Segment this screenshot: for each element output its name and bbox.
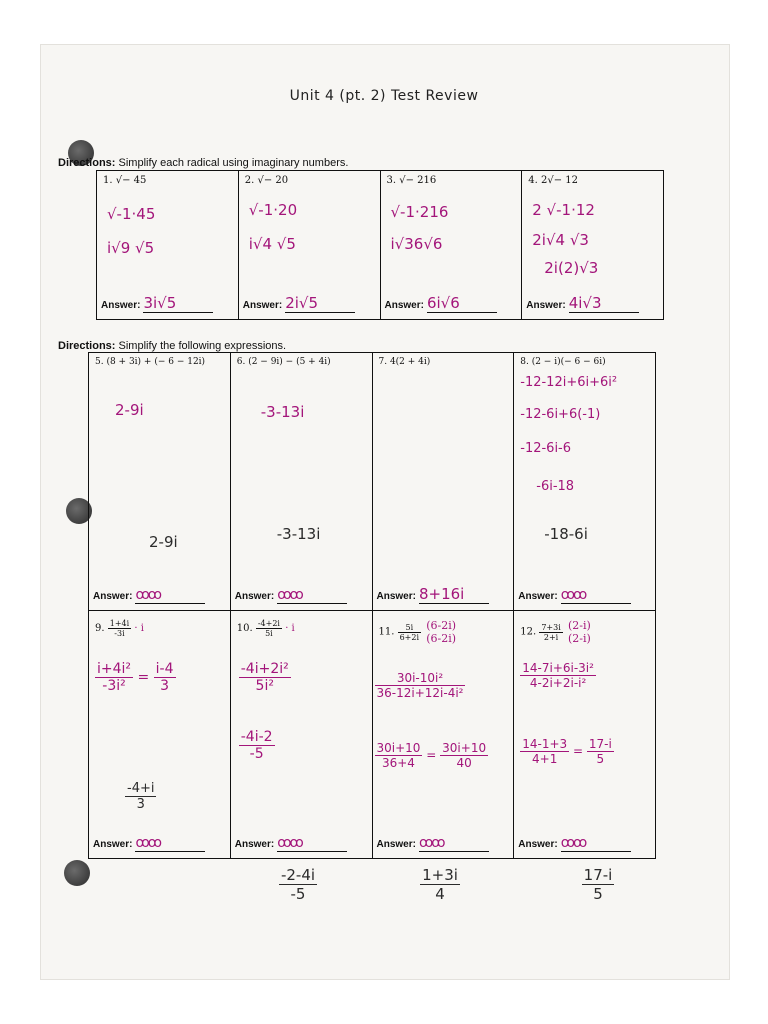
answer-scribble: ꝏꝏ bbox=[135, 833, 205, 852]
work-line: -6i-18 bbox=[536, 479, 575, 494]
work-line: √-1·45 bbox=[107, 205, 156, 223]
problem-label: 2. √− 20 bbox=[244, 175, 289, 186]
problem-label: 6. (2 − 9i) − (5 + 4i) bbox=[236, 357, 331, 367]
answer-scribble: ꝏꝏ bbox=[561, 585, 631, 604]
answer-field: Answer: ꝏꝏ bbox=[518, 833, 630, 852]
answer-field: Answer: ꝏꝏ bbox=[518, 585, 630, 604]
work-line: 2i√4 √3 bbox=[532, 231, 589, 249]
answer-field: Answer: 2i√5 bbox=[243, 294, 355, 313]
work-fraction: $\frac{-4i-2}{-5}$ bbox=[240, 729, 273, 762]
answer-field: Answer: ꝏꝏ bbox=[93, 833, 205, 852]
answer-scribble: ꝏꝏ bbox=[277, 833, 347, 852]
binder-hole-bottom bbox=[64, 860, 90, 886]
problem-label: 12. $\frac{7+3i}{2+i}$ (2-i) (2-i) bbox=[520, 619, 591, 645]
directions-text: Simplify each radical using imaginary numbers. bbox=[118, 157, 349, 169]
pencil-answer: -18-6i bbox=[544, 525, 588, 543]
problem-label: 1. √− 45 bbox=[103, 175, 147, 186]
work-fraction: $\frac{\text{-4i+2i²}}{\text{5i²}}$ bbox=[240, 661, 289, 694]
problem-label: 8. (2 − i)(− 6 − 6i) bbox=[520, 357, 606, 367]
answer-field: Answer: 4i√3 bbox=[526, 294, 638, 313]
pencil-answer: $\frac{-4+i}{3}$ bbox=[127, 781, 155, 812]
answer-scribble: ꝏꝏ bbox=[277, 585, 347, 604]
work-fraction: $\frac{14-1+3}{4+1}$ = $\frac{17-i}{5}$ bbox=[522, 737, 612, 766]
work-line: -12-6i+6(-1) bbox=[520, 407, 601, 422]
pencil-final-12: $\frac{17-i}{5}$ bbox=[583, 866, 613, 903]
directions-section-2 bbox=[58, 340, 286, 352]
problem-label: 5. (8 + 3i) + (− 6 − 12i) bbox=[95, 357, 206, 367]
problem-label: 7. 4(2 + 4i) bbox=[378, 357, 431, 367]
problem-label: 4. 2√− 12 bbox=[528, 175, 578, 186]
answer-value: 2i√5 bbox=[285, 294, 355, 313]
work-line: 2 √-1·12 bbox=[532, 201, 595, 219]
answer-field: Answer: ꝏꝏ bbox=[93, 585, 205, 604]
answer-field: Answer: 6i√6 bbox=[385, 294, 497, 313]
answer-field: Answer: 3i√5 bbox=[101, 294, 213, 313]
radical-problems-table bbox=[96, 170, 664, 320]
problem-cell-6 bbox=[230, 353, 372, 611]
answer-scribble: ꝏꝏ bbox=[561, 833, 631, 852]
pencil-final-10: $\frac{-2-4i}{-5}$ bbox=[280, 866, 316, 903]
problem-cell-2 bbox=[238, 171, 380, 320]
answer-field: Answer: ꝏꝏ bbox=[377, 833, 489, 852]
problem-cell-7 bbox=[372, 353, 514, 611]
problem-cell-11 bbox=[372, 611, 514, 859]
work-line: 2i(2)√3 bbox=[544, 259, 599, 277]
work-line: -3-13i bbox=[260, 403, 305, 421]
problem-label: 9. $\frac{1+4i}{-3i}$ · i bbox=[95, 619, 144, 638]
work-fraction: $\frac{\text{30i-10i²}}{\text{36-12i+12i-4i²}}$ bbox=[376, 671, 464, 700]
answer-field: Answer: ꝏꝏ bbox=[235, 585, 347, 604]
directions-section-1 bbox=[58, 157, 348, 169]
page-title: Unit 4 (pt. 2) Test Review bbox=[289, 88, 479, 104]
work-line: i√4 √5 bbox=[248, 235, 296, 253]
answer-field: Answer: 8+16i bbox=[377, 585, 489, 604]
expression-problems-table bbox=[88, 352, 656, 859]
directions-text: Simplify the following expressions. bbox=[118, 340, 287, 352]
work-line: i√9 √5 bbox=[107, 239, 155, 257]
work-line: -12-12i+6i+6i² bbox=[520, 375, 618, 390]
problem-cell-9 bbox=[89, 611, 231, 859]
problem-cell-5 bbox=[89, 353, 231, 611]
problem-cell-8 bbox=[514, 353, 656, 611]
answer-value: 8+16i bbox=[419, 585, 489, 604]
answer-value: 4i√3 bbox=[569, 294, 639, 313]
problem-label: 10. $\frac{-4+2i}{5i}$ · i bbox=[236, 619, 295, 638]
pencil-final-11: $\frac{1+3i}{4}$ bbox=[422, 866, 458, 903]
problem-cell-3 bbox=[380, 171, 522, 320]
directions-label: Directions: bbox=[58, 157, 116, 169]
answer-value: 3i√5 bbox=[143, 294, 213, 313]
work-fraction: $\frac{30i+10}{36+4}$ = $\frac{30i+10}{40}$ bbox=[376, 741, 487, 770]
problem-label: 3. √− 216 bbox=[386, 175, 437, 186]
work-line: 2-9i bbox=[115, 401, 144, 419]
work-fraction: $\frac{\text{i+4i²}}{\text{-3i²}}$ = $\frac{i-4}{3}$ bbox=[97, 661, 174, 694]
answer-scribble: ꝏꝏ bbox=[419, 833, 489, 852]
answer-scribble: ꝏꝏ bbox=[135, 585, 205, 604]
work-line: √-1·216 bbox=[390, 203, 449, 221]
problem-label: 11. $\frac{5i}{6+2i}$ (6-2i) (6-2i) bbox=[378, 619, 457, 645]
directions-label: Directions: bbox=[58, 340, 116, 352]
problem-cell-12 bbox=[514, 611, 656, 859]
work-fraction: $\frac{\text{14-7i+6i-3i²}}{\text{4-2i+2i-i²}}$ bbox=[522, 661, 594, 690]
pencil-answer: 2-9i bbox=[149, 533, 178, 551]
work-line: -12-6i-6 bbox=[520, 441, 572, 456]
problem-cell-10 bbox=[230, 611, 372, 859]
answer-field: Answer: ꝏꝏ bbox=[235, 833, 347, 852]
work-line: √-1·20 bbox=[248, 201, 298, 219]
pencil-answer: -3-13i bbox=[276, 525, 321, 543]
answer-value: 6i√6 bbox=[427, 294, 497, 313]
problem-cell-1 bbox=[97, 171, 239, 320]
work-line: i√36√6 bbox=[390, 235, 443, 253]
problem-cell-4 bbox=[522, 171, 664, 320]
